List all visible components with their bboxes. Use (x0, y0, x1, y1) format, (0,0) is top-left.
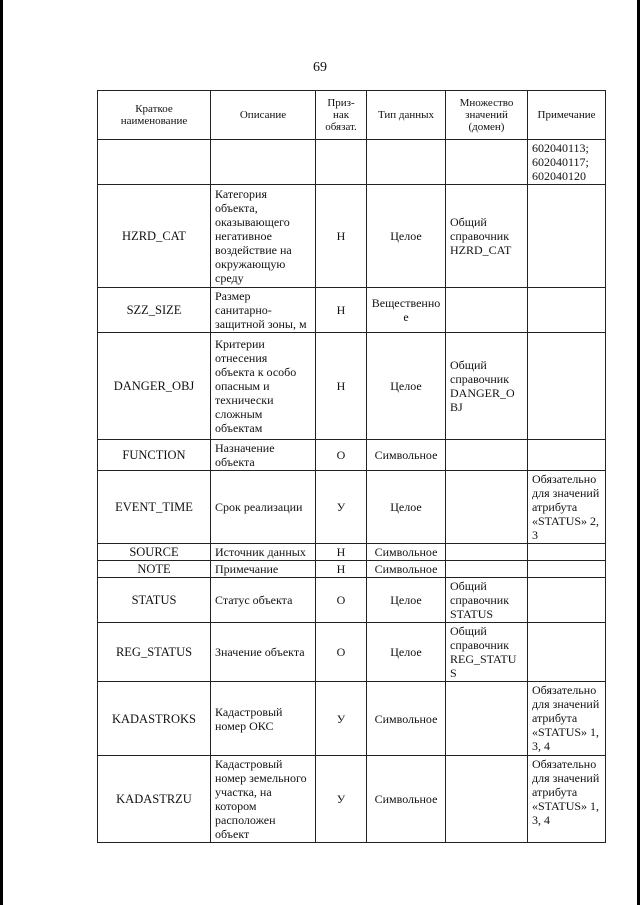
table-row (98, 440, 606, 471)
cell-short-name: KADASTROKS (98, 682, 211, 756)
table-row (98, 756, 606, 843)
cell-data-type: Целое (367, 578, 446, 623)
cell-required (316, 140, 367, 185)
cell-description (211, 140, 316, 185)
cell-domain (446, 440, 528, 471)
table-row (98, 544, 606, 561)
cell-data-type: Символьное (367, 544, 446, 561)
cell-description: Категория объекта, оказывающего негативное воздействие на окружающую среду (211, 185, 316, 288)
cell-note (528, 288, 606, 333)
cell-description: Примечание (211, 561, 316, 578)
cell-short-name: SOURCE (98, 544, 211, 561)
cell-short-name: SZZ_SIZE (98, 288, 211, 333)
cell-domain (446, 756, 528, 843)
cell-note (528, 561, 606, 578)
cell-domain (446, 471, 528, 544)
table-row (98, 623, 606, 682)
cell-data-type: Вещественное (367, 288, 446, 333)
cell-required: У (316, 471, 367, 544)
table-row (98, 140, 606, 185)
table-row (98, 333, 606, 440)
cell-required: О (316, 440, 367, 471)
cell-description: Кадастровый номер ОКС (211, 682, 316, 756)
table-row (98, 682, 606, 756)
cell-short-name: REG_STATUS (98, 623, 211, 682)
table-row (98, 185, 606, 288)
cell-short-name: HZRD_CAT (98, 185, 211, 288)
cell-description: Назначение объекта (211, 440, 316, 471)
cell-data-type (367, 140, 446, 185)
cell-note (528, 185, 606, 288)
cell-data-type: Целое (367, 623, 446, 682)
cell-required: О (316, 623, 367, 682)
cell-description: Кадастровый номер земельного участка, на котором расположен объект (211, 756, 316, 843)
cell-note: Обязательно для значений атрибута «STATUS» 1, 3, 4 (528, 756, 606, 843)
cell-required: Н (316, 561, 367, 578)
cell-required: О (316, 578, 367, 623)
table-row (98, 471, 606, 544)
cell-data-type: Символьное (367, 440, 446, 471)
cell-note: Обязательно для значений атрибута «STATUS» 1, 3, 4 (528, 682, 606, 756)
cell-short-name: FUNCTION (98, 440, 211, 471)
cell-domain (446, 288, 528, 333)
cell-data-type: Символьное (367, 561, 446, 578)
cell-domain (446, 682, 528, 756)
cell-data-type: Целое (367, 185, 446, 288)
cell-note (528, 544, 606, 561)
cell-note (528, 578, 606, 623)
cell-note (528, 333, 606, 440)
cell-note: 602040113; 602040117; 602040120 (528, 140, 606, 185)
cell-domain: Общий справочник DANGER_O BJ (446, 333, 528, 440)
cell-domain (446, 544, 528, 561)
table-row (98, 561, 606, 578)
table-row (98, 288, 606, 333)
col-header-short-name: Краткое наименование (98, 91, 211, 140)
cell-required: У (316, 756, 367, 843)
cell-required: У (316, 682, 367, 756)
col-header-note: Примечание (528, 91, 606, 140)
col-header-required: Приз- нак обязат. (316, 91, 367, 140)
cell-short-name: DANGER_OBJ (98, 333, 211, 440)
cell-data-type: Целое (367, 471, 446, 544)
cell-note (528, 623, 606, 682)
cell-domain: Общий справочник REG_STATU S (446, 623, 528, 682)
page-number: 69 (313, 60, 327, 75)
cell-domain: Общий справочник STATUS (446, 578, 528, 623)
cell-description: Источник данных (211, 544, 316, 561)
cell-data-type: Символьное (367, 682, 446, 756)
cell-required: Н (316, 544, 367, 561)
cell-required: Н (316, 288, 367, 333)
cell-data-type: Целое (367, 333, 446, 440)
col-header-domain: Множество значений (домен) (446, 91, 528, 140)
cell-description: Размер санитарно- защитной зоны, м (211, 288, 316, 333)
cell-data-type: Символьное (367, 756, 446, 843)
cell-short-name: EVENT_TIME (98, 471, 211, 544)
attributes-table (97, 90, 606, 843)
cell-domain (446, 140, 528, 185)
cell-required: Н (316, 185, 367, 288)
cell-domain (446, 561, 528, 578)
cell-short-name: NOTE (98, 561, 211, 578)
table-header-row (98, 91, 606, 140)
cell-short-name (98, 140, 211, 185)
cell-description: Критерии отнесения объекта к особо опасным и технически сложным объектам (211, 333, 316, 440)
cell-description: Срок реализации (211, 471, 316, 544)
cell-short-name: KADASTRZU (98, 756, 211, 843)
col-header-data-type: Тип данных (367, 91, 446, 140)
cell-short-name: STATUS (98, 578, 211, 623)
table-row (98, 578, 606, 623)
cell-note (528, 440, 606, 471)
col-header-description: Описание (211, 91, 316, 140)
cell-note: Обязательно для значений атрибута «STATUS» 2, 3 (528, 471, 606, 544)
cell-description: Статус объекта (211, 578, 316, 623)
cell-domain: Общий справочник HZRD_CAT (446, 185, 528, 288)
cell-description: Значение объекта (211, 623, 316, 682)
cell-required: Н (316, 333, 367, 440)
left-scan-edge (0, 0, 3, 905)
